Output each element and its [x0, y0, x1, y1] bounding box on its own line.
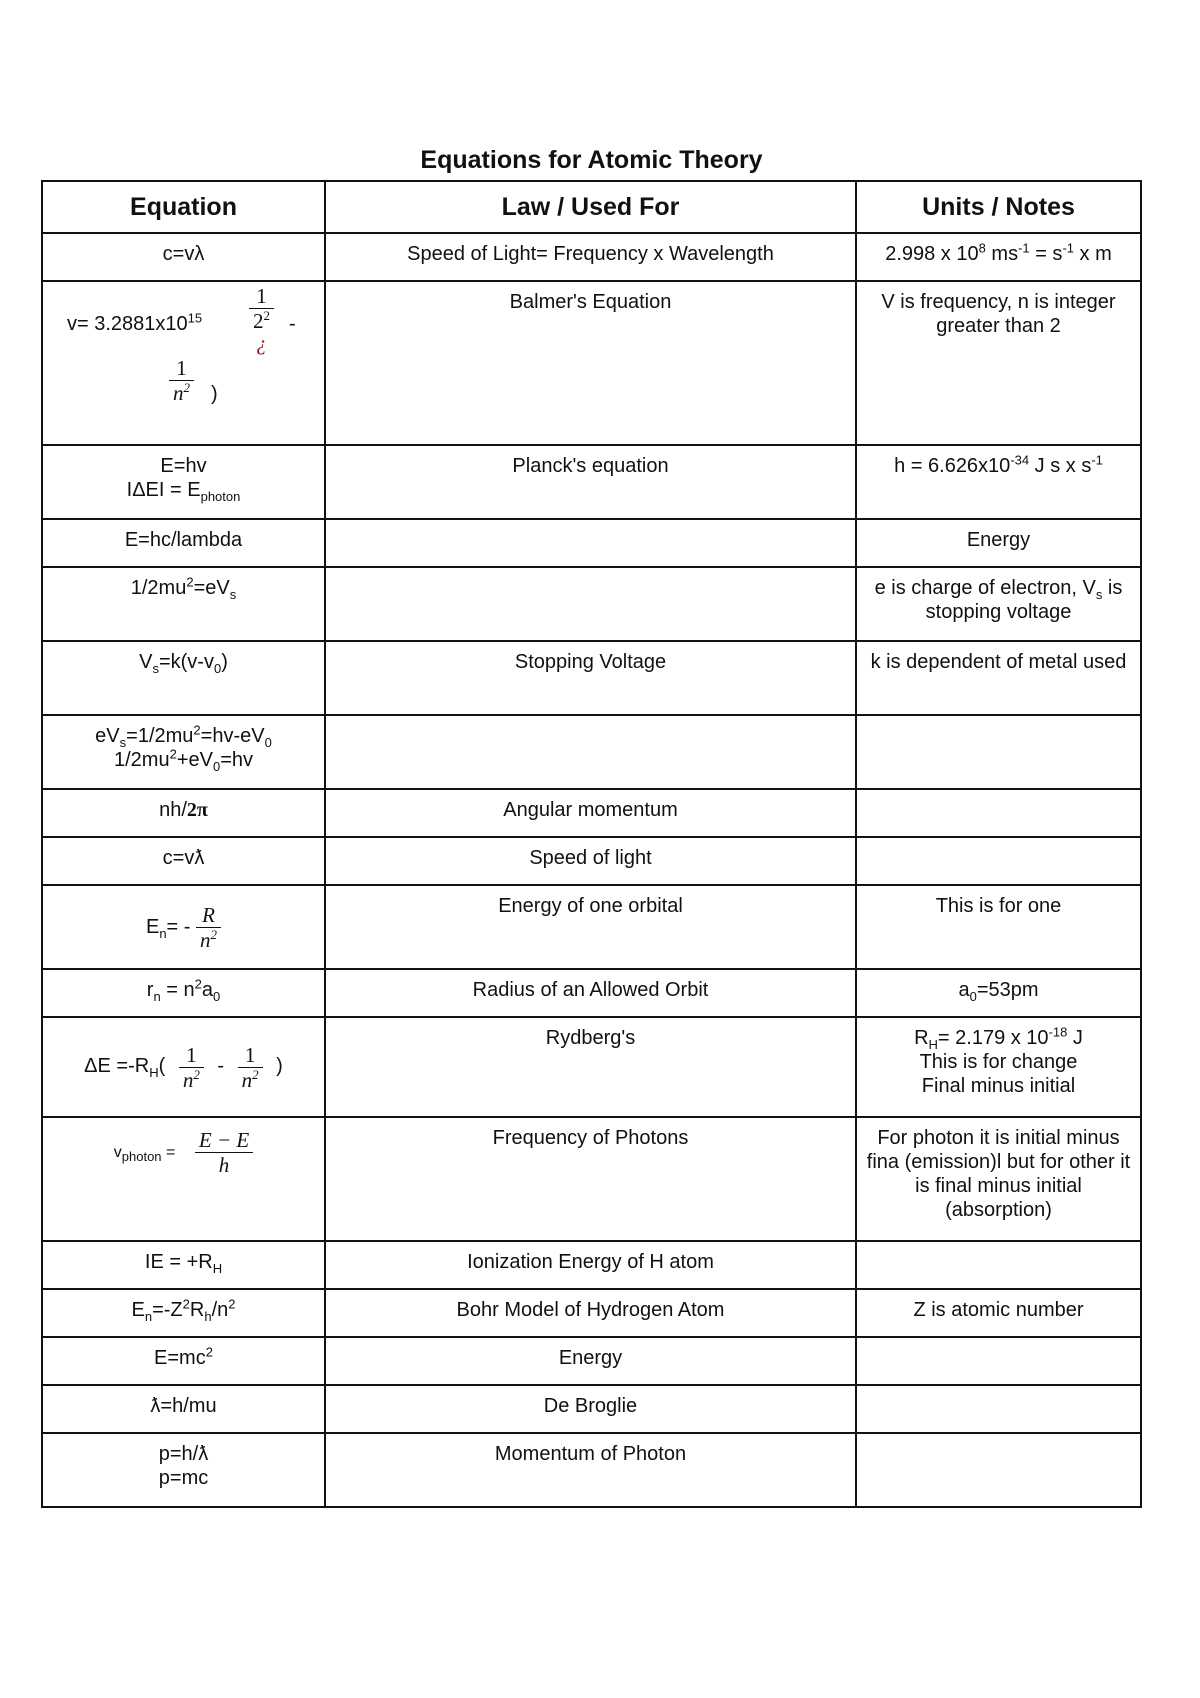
- law-cell: Energy: [325, 1337, 856, 1385]
- equation-cell: E=hc/lambda: [42, 519, 325, 567]
- table-row: [42, 885, 1141, 969]
- units-cell: V is frequency, n is integer greater than 2: [856, 281, 1141, 445]
- law-cell: Stopping Voltage: [325, 641, 856, 715]
- equation-cell: $eV_s=1/2mu^2=hv-eV_0$ $1/2mu^2+eV_0=hv$: [42, 715, 325, 789]
- law-cell: Planck's equation: [325, 445, 856, 519]
- units-cell: [856, 837, 1141, 885]
- equation-cell: c=vλ: [42, 233, 325, 281]
- equation-cell: $1/2mu^2=eV_s$: [42, 567, 325, 641]
- table-row: [42, 1337, 1141, 1385]
- law-cell: Energy of one orbital: [325, 885, 856, 969]
- table-row: [42, 519, 1141, 567]
- law-cell: [325, 715, 856, 789]
- law-cell: [325, 519, 856, 567]
- table-row: [42, 281, 1141, 445]
- equation-cell: c=vƛ: [42, 837, 325, 885]
- table-row: [42, 1017, 1141, 1117]
- units-cell: $a_0=53pm$: [856, 969, 1141, 1017]
- table-row: [42, 837, 1141, 885]
- law-cell: Frequency of Photons: [325, 1117, 856, 1241]
- table-row: [42, 567, 1141, 641]
- law-cell: Momentum of Photon: [325, 1433, 856, 1507]
- equation-cell: p=h/ƛ p=mc: [42, 1433, 325, 1507]
- law-cell: Ionization Energy of H atom: [325, 1241, 856, 1289]
- law-cell: Speed of light: [325, 837, 856, 885]
- equation-cell: $v_{photon}$ = $\frac{E - E}{h}$: [42, 1117, 325, 1241]
- table-row: [42, 445, 1141, 519]
- table-row: [42, 641, 1141, 715]
- units-cell: Energy: [856, 519, 1141, 567]
- units-cell: [856, 789, 1141, 837]
- units-cell: [856, 1433, 1141, 1507]
- units-cell: [856, 1337, 1141, 1385]
- law-cell: De Broglie: [325, 1385, 856, 1433]
- header-equation: Equation: [42, 181, 325, 233]
- law-cell: Speed of Light= Frequency x Wavelength: [325, 233, 856, 281]
- page-title: Equations for Atomic Theory: [420, 146, 763, 174]
- units-cell: For photon it is initial minus fina (emission)l but for other it is final minus initial (absorption): [856, 1117, 1141, 1241]
- equation-cell: ƛ=h/mu: [42, 1385, 325, 1433]
- equation-cell: nh/2π: [42, 789, 325, 837]
- units-cell: [856, 1241, 1141, 1289]
- table-row: [42, 1117, 1141, 1241]
- units-cell: e is charge of electron, $V_s$ is stopping voltage: [856, 567, 1141, 641]
- table-row: [42, 1433, 1141, 1507]
- equation-cell: $v= 3.2881x10^{15}$ 1 $2^2$ ¿ - $\frac{1}{n^2}$ ): [42, 281, 325, 445]
- units-cell: $h = 6.626x10^{-34}$ J s x $s^{-1}$: [856, 445, 1141, 519]
- units-cell: k is dependent of metal used: [856, 641, 1141, 715]
- equation-cell: E=hv $I\Delta EI = E_{photon}$: [42, 445, 325, 519]
- law-cell: [325, 567, 856, 641]
- law-cell: Angular momentum: [325, 789, 856, 837]
- header-units: Units / Notes: [856, 181, 1141, 233]
- equation-cell: $E_n=$ - $\frac{R}{n^2}$: [42, 885, 325, 969]
- law-cell: Bohr Model of Hydrogen Atom: [325, 1289, 856, 1337]
- table-row: [42, 1289, 1141, 1337]
- law-cell: Radius of an Allowed Orbit: [325, 969, 856, 1017]
- table-row: [42, 789, 1141, 837]
- units-cell: $R_H= 2.179$ x $10^{-18}$ J This is for change Final minus initial: [856, 1017, 1141, 1117]
- law-cell: Rydberg's: [325, 1017, 856, 1117]
- units-cell: This is for one: [856, 885, 1141, 969]
- equations-table: [41, 180, 1142, 1508]
- table-row: [42, 715, 1141, 789]
- equation-cell: $r_n = n^2a_0$: [42, 969, 325, 1017]
- equation-cell: $E=mc^2$: [42, 1337, 325, 1385]
- law-cell: Balmer's Equation: [325, 281, 856, 445]
- table-row: [42, 969, 1141, 1017]
- header-row: [42, 181, 1141, 233]
- table-row: [42, 1241, 1141, 1289]
- units-cell: [856, 715, 1141, 789]
- units-cell: [856, 1385, 1141, 1433]
- equation-cell: $\Delta E =-R_H$( $\frac{1}{n^2}$ - $\frac{1}{n^2}$ ): [42, 1017, 325, 1117]
- units-cell: 2.998 x $10^8$ $ms^{-1} = s^{-1}$ x m: [856, 233, 1141, 281]
- table-row: [42, 1385, 1141, 1433]
- equation-cell: $E_n=-Z^2R_h/n^2$: [42, 1289, 325, 1337]
- equation-cell: IE = $+R_H$: [42, 1241, 325, 1289]
- header-law: Law / Used For: [325, 181, 856, 233]
- units-cell: Z is atomic number: [856, 1289, 1141, 1337]
- table-row: [42, 233, 1141, 281]
- equation-cell: $V_s=k(v-v_0)$: [42, 641, 325, 715]
